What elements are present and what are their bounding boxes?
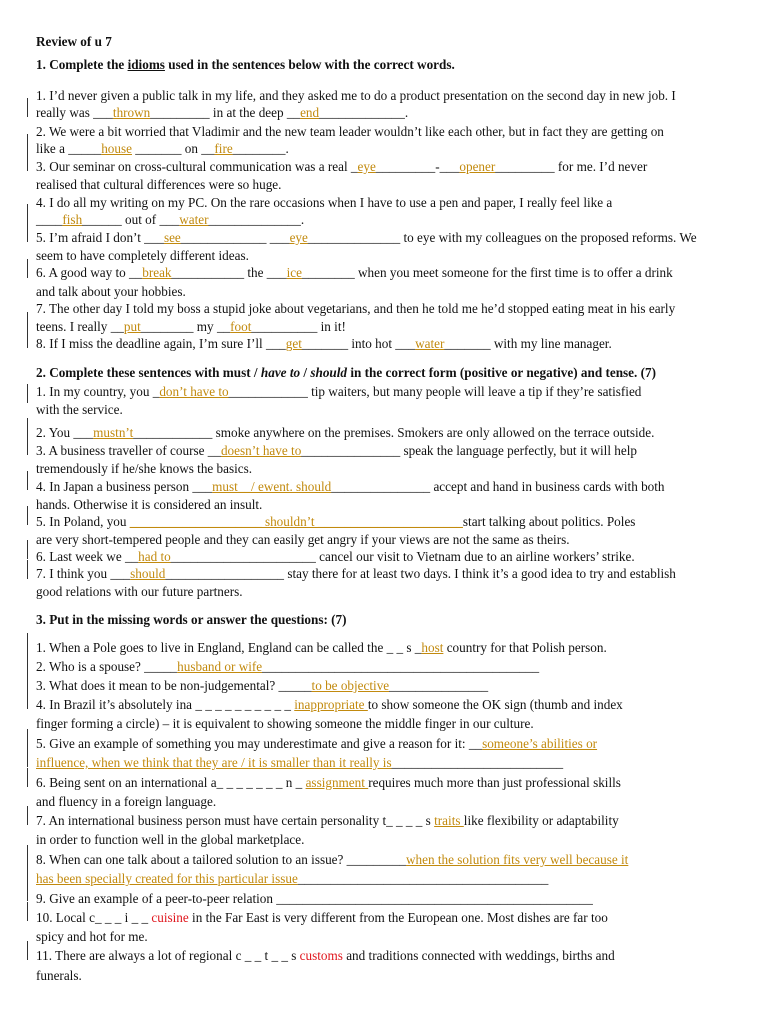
s2-line xyxy=(36,549,635,565)
s3-line xyxy=(36,755,563,771)
s1-line xyxy=(36,124,664,140)
worksheet-text: 1. In my country, you _ xyxy=(36,384,160,399)
heading-have-to: have to xyxy=(260,365,301,380)
margin-bar xyxy=(27,329,28,348)
worksheet-text: 9. Give an example of a peer-to-peer relation ________________________________________________ xyxy=(36,891,593,906)
worksheet-text: ________ when you meet someone for the first time is to offer a drink xyxy=(301,265,673,280)
worksheet-text: ______________ to eye with my colleagues on the proposed reforms. We xyxy=(307,230,697,245)
s2-line xyxy=(36,497,262,513)
worksheet-text: hands. Otherwise it is considered an insult. xyxy=(36,497,263,512)
margin-bar xyxy=(27,384,28,403)
s3-line xyxy=(36,697,623,713)
margin-bar xyxy=(27,134,28,153)
handwritten-answer: doesn’t have to xyxy=(220,443,302,458)
s3-line xyxy=(36,659,539,675)
s3-line xyxy=(36,968,82,984)
worksheet-text: _____________ ___ xyxy=(180,230,290,245)
handwritten-answer: should xyxy=(130,566,166,581)
handwritten-answer: to be objective xyxy=(311,678,390,693)
s2-line xyxy=(36,443,637,459)
margin-bar xyxy=(27,560,28,579)
worksheet-text: realised that cultural differences were so huge. xyxy=(36,177,282,192)
margin-bar xyxy=(27,204,28,223)
worksheet-text: 5. In Poland, you xyxy=(36,514,130,529)
worksheet-title: Review of u 7 xyxy=(36,34,112,49)
s1-line xyxy=(36,195,612,211)
margin-bar xyxy=(27,845,28,883)
handwritten-answer: see xyxy=(163,230,181,245)
worksheet-text: spicy and hot for me. xyxy=(36,929,148,944)
handwritten-answer: foot xyxy=(230,319,252,334)
worksheet-text: 7. The other day I told my boss a stupid joke about vegetarians, and then he told me he’d stopped eating meat in his early xyxy=(36,301,676,316)
s1-line xyxy=(36,336,612,352)
handwritten-answer: host xyxy=(421,640,444,655)
worksheet-text: 4. I do all my writing on my PC. On the rare occasions when I have to use a pen and paper, I really feel like a xyxy=(36,195,613,210)
worksheet-text: _____________. xyxy=(319,105,409,120)
heading-text: / xyxy=(300,365,311,380)
worksheet-text: 3. What does it mean to be non-judgemental? _____ xyxy=(36,678,312,693)
red-answer: cuisine xyxy=(151,910,189,925)
worksheet-text: _______________ speak the language perfectly, but it will help xyxy=(301,443,638,458)
margin-bar xyxy=(27,882,28,901)
worksheet-text: ______________________ cancel our visit to Vietnam due to an airline workers’ strike. xyxy=(170,549,635,564)
worksheet-text: good relations with our future partners. xyxy=(36,584,243,599)
worksheet-text: ______________. xyxy=(208,212,305,227)
worksheet-text: funerals. xyxy=(36,968,82,983)
s1-line xyxy=(36,105,408,121)
handwritten-answer: eye xyxy=(357,159,376,174)
handwritten-answer: ice xyxy=(286,265,302,280)
s1-line xyxy=(36,248,249,264)
margin-bar xyxy=(27,540,28,559)
margin-bar xyxy=(27,436,28,455)
s3-line xyxy=(36,736,597,752)
worksheet-text: 7. An international business person must have certain personality t_ _ _ _ s xyxy=(36,813,435,828)
handwritten-answer: water xyxy=(415,336,445,351)
worksheet-text: to show someone the OK sign (thumb and index xyxy=(367,697,623,712)
worksheet-text: __________________ stay there for at least two days. I think it’s a good idea to try and establish xyxy=(165,566,676,581)
heading-text: 1. Complete the xyxy=(36,57,128,72)
handwritten-answer: husband or wife xyxy=(177,659,263,674)
handwritten-answer: ____________________ shouldn’t ______________________ xyxy=(129,514,463,529)
worksheet-text: start talking about politics. Poles xyxy=(462,514,636,529)
handwritten-answer: must__/ ewent. should xyxy=(212,479,332,494)
worksheet-text: seem to have completely different ideas. xyxy=(36,248,249,263)
worksheet-text: 4. In Brazil it’s absolutely ina _ _ _ _ _ _ _ _ _ _ xyxy=(36,697,295,712)
worksheet-text: _______________ accept and hand in business cards with both xyxy=(331,479,665,494)
s3-line xyxy=(36,678,488,694)
s1-line xyxy=(36,177,281,193)
worksheet-text: teens. I really __ xyxy=(36,319,124,334)
s2-line xyxy=(36,402,123,418)
worksheet-text: ______________________________________ xyxy=(297,871,549,886)
handwritten-answer: fire xyxy=(214,141,233,156)
handwritten-answer: end xyxy=(300,105,320,120)
handwritten-answer: get xyxy=(285,336,302,351)
s1-line xyxy=(36,319,346,335)
handwritten-answer: opener xyxy=(459,159,496,174)
worksheet-text: 11. There are always a lot of regional c _ _ t _ _ s xyxy=(36,948,300,963)
worksheet-text: country for that Polish person. xyxy=(443,640,607,655)
worksheet-text: tremendously if he/she knows the basics. xyxy=(36,461,253,476)
heading-text: in the correct form (positive or negative) and tense. (7) xyxy=(347,365,656,380)
worksheet-text: ________. xyxy=(232,141,289,156)
worksheet-text: and fluency in a foreign language. xyxy=(36,794,217,809)
worksheet-text: 3. A business traveller of course __ xyxy=(36,443,221,458)
s3-line xyxy=(36,852,628,868)
s1-line xyxy=(36,212,304,228)
margin-bar xyxy=(27,729,28,767)
worksheet-text: 6. A good way to __ xyxy=(36,265,143,280)
handwritten-answer: fish xyxy=(62,212,83,227)
worksheet-text: _______________ xyxy=(389,678,489,693)
s2-line xyxy=(36,566,676,582)
s3-line xyxy=(36,813,619,829)
worksheet-text: _______ into hot ___ xyxy=(301,336,416,351)
section-1-heading xyxy=(36,57,455,73)
handwritten-answer: house xyxy=(101,141,132,156)
worksheet-text: 5. Give an example of something you may underestimate and give a reason for it: __ xyxy=(36,736,483,751)
worksheet-text: ___________ the ___ xyxy=(171,265,287,280)
section-2-heading xyxy=(36,365,656,381)
s3-line xyxy=(36,640,607,656)
handwritten-answer: someone’s abilities or xyxy=(482,736,598,751)
worksheet-text: 4. In Japan a business person ___ xyxy=(36,479,213,494)
handwritten-answer: thrown xyxy=(112,105,151,120)
s2-line xyxy=(36,461,252,477)
worksheet-text: in order to function well in the global marketplace. xyxy=(36,832,305,847)
handwritten-answer: has been specially created for this particular issue xyxy=(36,871,298,886)
worksheet-text: 6. Last week we __ xyxy=(36,549,139,564)
worksheet-text: 1. When a Pole goes to live in England, England can be called the _ _ s _ xyxy=(36,640,422,655)
s3-line xyxy=(36,832,304,848)
worksheet-text: and traditions connected with weddings, births and xyxy=(342,948,615,963)
worksheet-text: really was ___ xyxy=(36,105,113,120)
s2-line xyxy=(36,479,665,495)
s3-line xyxy=(36,716,534,732)
worksheet-text: 1. I’d never given a public talk in my life, and they asked me to do a product presentation on the second day in new job. I xyxy=(36,88,676,103)
margin-bar xyxy=(27,506,28,525)
heading-text: used in the sentences below with the correct words. xyxy=(164,57,455,72)
s1-line xyxy=(36,284,186,300)
margin-bar xyxy=(27,652,28,671)
s2-line xyxy=(36,514,635,530)
worksheet-text: 2. Who is a spouse? _____ xyxy=(36,659,178,674)
worksheet-text: _________ for me. I’d never xyxy=(495,159,648,174)
margin-bar xyxy=(27,223,28,242)
s2-line xyxy=(36,384,641,400)
s3-line xyxy=(36,891,593,907)
worksheet-text: ____________ tip waiters, but many people will leave a tip if they’re satisfied xyxy=(228,384,642,399)
handwritten-answer: influence, when we think that they are / it is smaller than it really is xyxy=(36,755,392,770)
s3-line xyxy=(36,948,615,964)
worksheet-text: are very short-tempered people and they can easily get angry if your views are not the same as theirs. xyxy=(36,532,570,547)
worksheet-text: ________ my __ xyxy=(140,319,231,334)
margin-bar xyxy=(27,633,28,652)
margin-bar xyxy=(27,768,28,787)
worksheet-text: with the service. xyxy=(36,402,123,417)
handwritten-answer: water xyxy=(179,212,209,227)
handwritten-answer: put xyxy=(123,319,141,334)
s1-line xyxy=(36,159,647,175)
s3-line xyxy=(36,871,548,887)
worksheet-text: _________ in at the deep __ xyxy=(150,105,301,120)
s2-line xyxy=(36,532,570,548)
worksheet-text: __________________________ xyxy=(391,755,564,770)
margin-bar xyxy=(27,259,28,278)
handwritten-answer: eye xyxy=(289,230,308,245)
worksheet-text: 6. Being sent on an international a_ _ _ _ _ _ _ n _ xyxy=(36,775,306,790)
handwritten-answer: when the solution fits very well because it xyxy=(406,852,629,867)
worksheet-text: 2. You ___ xyxy=(36,425,94,440)
heading-idioms-word: idioms xyxy=(127,57,165,72)
worksheet-text: _______ with my line manager. xyxy=(444,336,612,351)
worksheet-text: 7. I think you ___ xyxy=(36,566,131,581)
worksheet-text: ____________ smoke anywhere on the premises. Smokers are only allowed on the terrace outside. xyxy=(133,425,655,440)
worksheet-text: ____ xyxy=(36,212,63,227)
handwritten-answer: inappropriate xyxy=(294,697,368,712)
worksheet-text: 8. If I miss the deadline again, I’m sure I’ll ___ xyxy=(36,336,286,351)
s1-line xyxy=(36,141,289,157)
s3-line xyxy=(36,929,148,945)
worksheet-text: finger forming a circle) – it is equivalent to showing someone the middle finger in our culture. xyxy=(36,716,534,731)
worksheet-text: 5. I’m afraid I don’t ___ xyxy=(36,230,164,245)
handwritten-answer: had to xyxy=(138,549,171,564)
margin-bar xyxy=(27,471,28,490)
s1-line xyxy=(36,230,697,246)
margin-bar xyxy=(27,690,28,709)
handwritten-answer: mustn’t xyxy=(93,425,134,440)
worksheet-text: 2. We were a bit worried that Vladimir and the new team leader wouldn’t like each other, but in fact they are getting on xyxy=(36,124,664,139)
section-3-heading: 3. Put in the missing words or answer the questions: (7) xyxy=(36,612,347,627)
heading-text: 2. Complete these sentences with must / xyxy=(36,365,261,380)
margin-bar xyxy=(27,671,28,690)
worksheet-text: 3. Our seminar on cross-cultural communication was a real _ xyxy=(36,159,358,174)
handwritten-answer: assignment xyxy=(305,775,369,790)
worksheet-text: __________________________________________ xyxy=(262,659,540,674)
s3-line xyxy=(36,910,608,926)
s3-line xyxy=(36,794,216,810)
s1-line xyxy=(36,301,675,317)
margin-bar xyxy=(27,152,28,171)
s2-line xyxy=(36,584,243,600)
worksheet-text: ______ out of ___ xyxy=(82,212,180,227)
margin-bar xyxy=(27,98,28,117)
handwritten-answer: traits xyxy=(434,813,464,828)
worksheet-text: and talk about your hobbies. xyxy=(36,284,186,299)
worksheet-text: like a _____ xyxy=(36,141,102,156)
worksheet-text: in the Far East is very different from the European one. Most dishes are far too xyxy=(188,910,608,925)
worksheet-text: 8. When can one talk about a tailored solution to an issue? _________ xyxy=(36,852,407,867)
handwritten-answer: break xyxy=(142,265,172,280)
worksheet-text: _______ on __ xyxy=(131,141,215,156)
s3-line xyxy=(36,775,621,791)
margin-bar xyxy=(27,941,28,960)
worksheet-text: requires much more than just professional skills xyxy=(368,775,621,790)
worksheet-text: _________-___ xyxy=(375,159,460,174)
red-answer: customs xyxy=(299,948,343,963)
margin-bar xyxy=(27,418,28,437)
s1-line xyxy=(36,88,676,104)
worksheet-text: 10. Local c_ _ _ i _ _ xyxy=(36,910,152,925)
worksheet-text: like flexibility or adaptability xyxy=(463,813,619,828)
heading-should: should xyxy=(310,365,348,380)
s1-line xyxy=(36,265,673,281)
margin-bar xyxy=(27,902,28,921)
s2-line xyxy=(36,425,654,441)
handwritten-answer: don’t have to xyxy=(159,384,229,399)
margin-bar xyxy=(27,806,28,825)
worksheet-text: __________ in it! xyxy=(251,319,346,334)
